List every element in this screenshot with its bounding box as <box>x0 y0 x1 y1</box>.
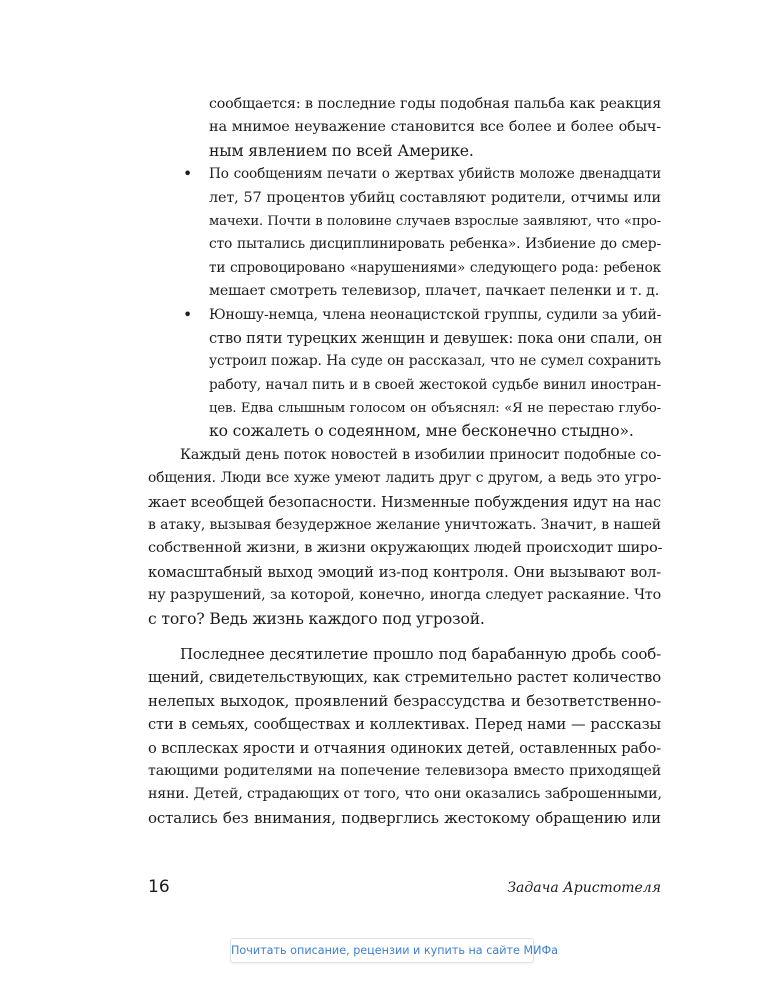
text-line: цев. Едва слышным голосом он объяснял: «Я не перестаю глубо- <box>209 401 661 417</box>
text-line: комасштабный выход эмоций из-под контроля. Они вызывают вол- <box>148 563 661 581</box>
bullet-item <box>209 93 661 163</box>
text-line: с того? Ведь жизнь каждого под угрозой. <box>148 609 485 628</box>
text-line: общения. Люди все хуже умеют ладить друг с другом, а ведь это угро- <box>148 470 661 487</box>
text-line: мешает смотреть телевизор, плачет, пачкает пеленки и т. д. <box>209 283 660 300</box>
text-line: ну разрушений, за которой, конечно, иногда следует раскаяние. Что <box>148 587 661 604</box>
text-line: на мнимое неуважение становится все более и более обыч- <box>209 119 661 136</box>
text-line: лет, 57 процентов убийц составляют родители, отчимы или <box>209 189 661 206</box>
bullet-marker: • <box>183 305 193 324</box>
text-line: сообщается: в последние годы подобная пальба как реакция <box>209 96 661 112</box>
text-line: в атаку, вызывая безудержное желание уничтожать. Значит, в нашей <box>148 517 661 534</box>
page-footer <box>148 875 661 901</box>
promo-link-button[interactable]: Почитать описание, рецензии и купить на сайте МИФа <box>230 938 534 963</box>
text-line: Последнее десятилетие прошло под барабанную дробь сооб- <box>180 644 661 663</box>
text-line: щений, свидетельствующих, как стремительно растет количество <box>148 669 661 687</box>
text-line: остались без внимания, подверглись жестокому обращению или <box>148 808 661 827</box>
text-line: Каждый день поток новостей в изобилии приносит подобные со- <box>180 446 661 463</box>
text-line: ко сожалеть о содеянном, мне бесконечно стыдно». <box>209 422 634 441</box>
text-line: нелепых выходок, проявлений безрассудства и безответственно- <box>148 691 661 710</box>
page-body <box>148 93 661 830</box>
text-line: тающими родителями на попечение телевизора вместо приходящей <box>148 762 661 779</box>
bullet-list <box>148 93 661 444</box>
text-line: сти в семьях, сообществах и коллективах. Перед нами — рассказы <box>148 716 661 734</box>
body-paragraphs <box>148 444 661 830</box>
paragraph-gap <box>148 631 661 643</box>
text-line: ство пяти турецких женщин и девушек: пока они спали, он <box>209 329 663 347</box>
bullet-item <box>183 163 661 303</box>
page-number: 16 <box>148 877 170 897</box>
text-line: ным явлением по всей Америке. <box>209 141 474 160</box>
text-line: По сообщениям печати о жертвах убийств моложе двенадцати <box>209 166 661 183</box>
text-line: о всплесках ярости и отчаяния одиноких детей, оставленных рабо- <box>148 739 661 757</box>
paragraph <box>148 444 661 631</box>
text-line: работу, начал пить и в своей жестокой судьбе винил иностран- <box>209 376 661 393</box>
text-line: жает всеобщей безопасности. Низменные побуждения идут на нас <box>148 493 661 511</box>
text-line: няни. Детей, страдающих от того, что они оказались заброшенными, <box>148 786 662 803</box>
text-line: мачехи. Почти в половине случаев взрослые заявляют, что «про- <box>209 213 661 229</box>
text-line: ти спровоцировано «нарушениями» следующего рода: ребенок <box>209 259 661 276</box>
text-line: собственной жизни, в жизни окружающих людей происходит широ- <box>148 540 663 557</box>
bullet-marker: • <box>183 165 193 184</box>
paragraph <box>148 643 661 830</box>
bullet-item <box>183 304 663 444</box>
text-line: сто пытались дисциплинировать ребенка». Избиение до смер- <box>209 236 661 253</box>
running-title: Задача Аристотеля <box>507 880 661 896</box>
text-line: устроил пожар. На суде он рассказал, что не сумел сохранить <box>209 353 661 370</box>
text-line: Юношу-немца, члена неонацистской группы, судили за убий- <box>209 306 662 323</box>
